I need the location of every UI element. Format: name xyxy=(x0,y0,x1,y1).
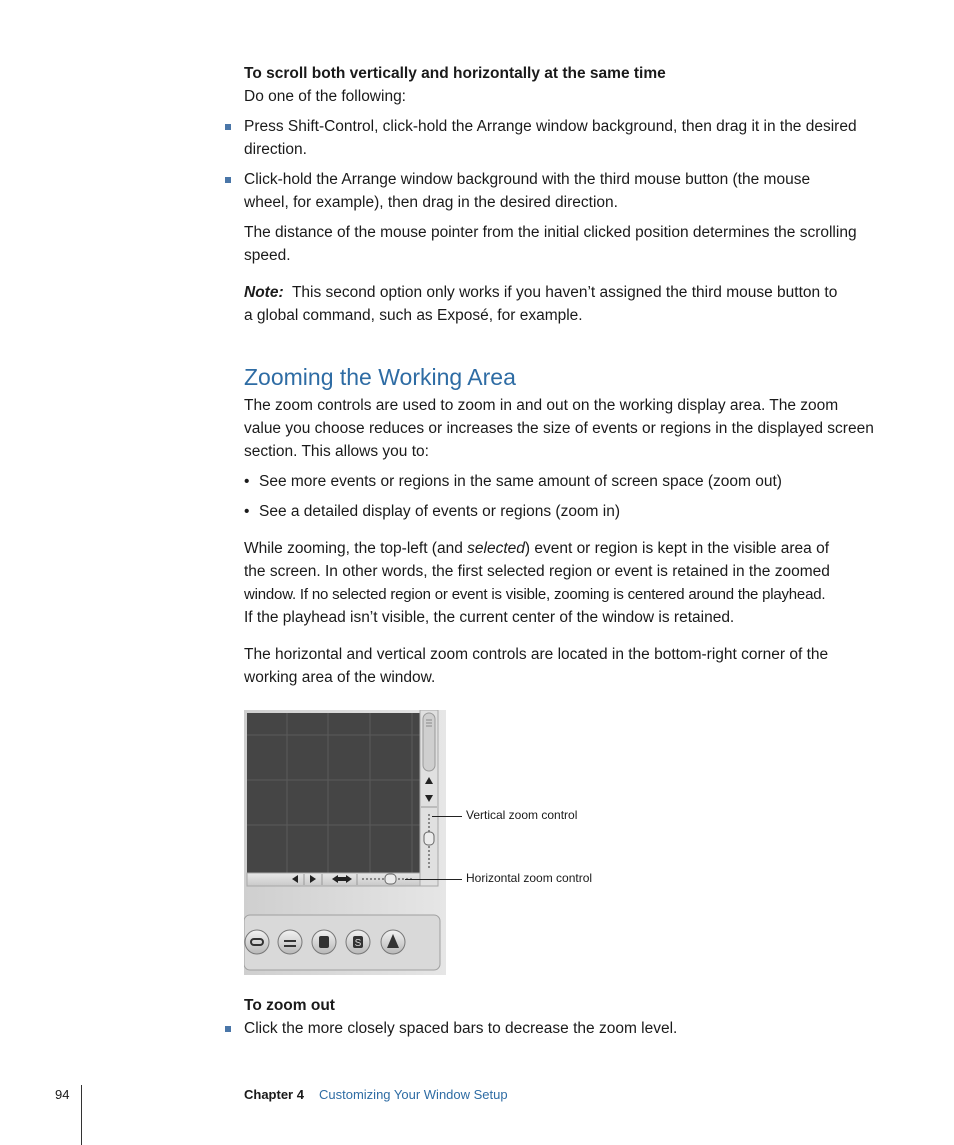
callout-vertical-zoom: Vertical zoom control xyxy=(466,808,578,822)
zoom-para-1-line-2: value you choose reduces or increases the size of events or regions in the displayed screen xyxy=(244,420,874,437)
note-label: Note: xyxy=(244,284,284,301)
svg-text:S: S xyxy=(354,938,362,949)
bullet-square-icon xyxy=(225,124,231,130)
emphasis: selected xyxy=(467,540,525,557)
zoom-para-3-line-1: The horizontal and vertical zoom controls are located in the bottom-right corner of the xyxy=(244,646,829,663)
paragraph-line-2: speed. xyxy=(244,247,291,264)
subheading-zoom-out: To zoom out xyxy=(244,997,335,1014)
paragraph-line-1: The distance of the mouse pointer from the initial clicked position determines the scrolling xyxy=(244,224,857,241)
bullet-1-line-1: Press Shift-Control, click-hold the Arrange window background, then drag it in the desired xyxy=(244,118,857,135)
bullet-square-icon xyxy=(225,177,231,183)
zoom-para-1-line-3: section. This allows you to: xyxy=(244,443,429,460)
note-line-1 xyxy=(244,281,876,304)
text-run: While zooming, the top-left (and xyxy=(244,540,468,557)
zoom-out-bullet: Click the more closely spaced bars to decrease the zoom level. xyxy=(244,1020,678,1037)
footer-divider xyxy=(81,1085,82,1145)
intro-text: Do one of the following: xyxy=(244,88,406,105)
bullet-2-line-2: wheel, for example), then drag in the desired direction. xyxy=(244,194,618,211)
bullet-1-line-2: direction. xyxy=(244,141,307,158)
callout-horizontal-zoom: Horizontal zoom control xyxy=(466,871,593,885)
dot-bullet-icon: • xyxy=(244,473,250,490)
subheading-scroll: To scroll both vertically and horizontally at the same time xyxy=(244,65,666,82)
section-title: Zooming the Working Area xyxy=(244,364,516,390)
note-text: This second option only works if you haven’t assigned the third mouse button to xyxy=(291,284,838,301)
bullet-square-icon xyxy=(225,1026,231,1032)
zoom-para-2-line-4: If the playhead isn’t visible, the current center of the window is retained. xyxy=(244,609,735,626)
zoom-para-2-line-1 xyxy=(244,537,876,560)
page-number: 94 xyxy=(55,1087,70,1102)
dot-item-2: See a detailed display of events or regions (zoom in) xyxy=(259,503,621,520)
footer-chapter-title: Customizing Your Window Setup xyxy=(319,1087,508,1102)
dot-bullet-icon: • xyxy=(244,503,250,520)
zoom-para-3-line-2: working area of the window. xyxy=(244,669,436,686)
callout-leader-horizontal xyxy=(405,879,462,880)
zoom-para-2-line-2: the screen. In other words, the first selected region or event is retained in the zoomed xyxy=(244,563,830,580)
note-line-2: a global command, such as Exposé, for example. xyxy=(244,307,583,324)
arrange-window-screenshot xyxy=(244,710,446,975)
footer-chapter: Chapter 4 xyxy=(244,1087,304,1102)
zoom-para-2-line-3: window. If no selected region or event is visible, zooming is centered around the playhead. xyxy=(244,586,826,603)
text-run: ) event or region is kept in the visible area of xyxy=(524,540,830,557)
zoom-para-1-line-1: The zoom controls are used to zoom in and out on the working display area. The zoom xyxy=(244,397,839,414)
callout-leader-vertical xyxy=(432,816,462,817)
bullet-2-line-1: Click-hold the Arrange window background with the third mouse button (the mouse xyxy=(244,171,811,188)
dot-item-1: See more events or regions in the same amount of screen space (zoom out) xyxy=(259,473,782,490)
